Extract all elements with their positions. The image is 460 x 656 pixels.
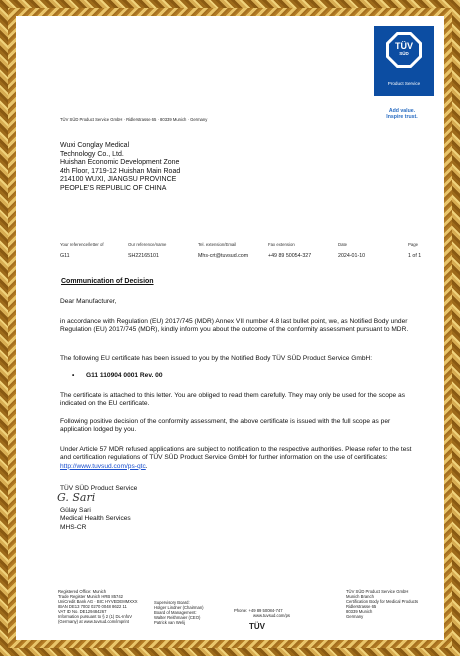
signer-dept: Medical Health Services: [60, 515, 131, 523]
footer-phone: +49 89 50084-747: [248, 608, 283, 613]
footer-line: Holger Lindner (Chairman): [154, 605, 204, 610]
paragraph-5-end: .: [145, 462, 148, 470]
footer-company-info: [58, 589, 168, 624]
footer-brand: TÜV: [249, 622, 265, 631]
footer-line: Supervisory Board:: [154, 600, 190, 605]
signoff-block: [60, 507, 260, 532]
footer-line: Ridlerstrasse 65: [346, 604, 377, 609]
footer-line: VAT ID No. DE129484267: [58, 609, 107, 614]
footer-line: Information pursuant to § 2 (1) DL-InfoV: [58, 614, 133, 619]
recipient-address: [60, 142, 300, 194]
ref-label-date: Date: [338, 242, 348, 247]
recipient-line: Huishan Economic Development Zone: [60, 159, 180, 167]
footer-board: [154, 600, 234, 625]
ref-date: 2024-01-10: [338, 253, 366, 259]
ref-label-tel: Tel. extension/Email: [198, 242, 237, 247]
recipient-line: 214100 WUXI, JIANGSU PROVINCE: [60, 176, 177, 184]
footer-contact: [234, 608, 324, 618]
ref-our: SH22165101: [128, 253, 159, 259]
paragraph-5-text: Under Article 57 MDR refused applications are subject to notification to the respective authorities. Please refer to the test and certification regulations of TÜV SÜD Product Service GmbH for further information on the use of certificates:: [60, 446, 412, 462]
ref-label-our: Our reference/name: [128, 242, 167, 247]
subject-heading: Communication of Decision: [61, 278, 154, 285]
sender-line: TÜV SÜD Product Service GmbH · Ridlerstrasse 65 · 80339 Munich · Germany: [60, 117, 208, 122]
letter-page: [16, 16, 444, 640]
footer-line: Germany: [346, 614, 364, 619]
bullet-icon: •: [72, 372, 75, 379]
tagline: [370, 108, 434, 120]
paragraph-3: The certificate is attached to this letter. You are obliged to read them carefully. They may only be used for the scope as indicated on the EU certificate.: [60, 392, 406, 408]
paragraph-2: The following EU certificate has been issued to you by the Notified Body TÜV SÜD Product Service GmbH:: [60, 355, 373, 362]
footer-line: IBAN DE13 7002 0270 0048 8622 11: [58, 604, 127, 609]
footer-line: Certification Body for Medical Products: [346, 599, 419, 604]
footer-line: UniCredit Bank AG · BIC HYVEDEMMXXX: [58, 599, 138, 604]
logo-label: Product Service: [387, 81, 421, 86]
ref-label-your: Your reference/letter of: [60, 242, 104, 247]
logo-sub: SÜD: [399, 51, 409, 56]
recipient-line: Wuxi Conglay Medical: [60, 142, 130, 149]
footer-line: Board of Management:: [154, 610, 197, 615]
footer-line: (Germany) at www.tuvsud.com/imprint: [58, 619, 129, 624]
footer-line: Registered Office: Munich: [58, 589, 107, 594]
salutation: Dear Manufacturer,: [60, 298, 117, 305]
footer-line: Munich Branch: [346, 594, 374, 599]
signature: G. Sari: [57, 491, 96, 504]
signer-name: Gülay Sari: [60, 507, 91, 514]
tagline-line1: Add value.: [388, 108, 416, 114]
recipient-line: 4th Floor, 1719-12 Huishan Main Road: [60, 167, 181, 175]
ps-qtc-link[interactable]: http://www.tuvsud.com/ps-qtc: [60, 462, 146, 470]
signoff-company: TÜV SÜD Product Service: [60, 485, 138, 492]
paragraph-5: [60, 446, 420, 471]
ref-label-page: Page: [408, 242, 419, 247]
ref-label-fax: Fax extension: [268, 242, 295, 247]
footer-branch: [346, 589, 444, 619]
tagline-line2: Inspire trust.: [386, 114, 418, 120]
logo-brand: TÜV: [395, 41, 413, 51]
footer-phone-label: Phone:: [234, 608, 248, 613]
ref-email: Mhs-crt@tuvsud.com: [198, 253, 249, 259]
ref-your: G11: [60, 253, 70, 259]
footer-web[interactable]: www.tuvsud.com/ps: [253, 613, 291, 618]
recipient-line: PEOPLE'S REPUBLIC OF CHINA: [60, 184, 167, 192]
footer-line: TÜV SÜD Product Service GmbH: [346, 589, 409, 594]
signer-code: MHS-CR: [60, 523, 87, 531]
footer-line: 80339 Munich: [346, 609, 373, 614]
ref-page: 1 of 1: [408, 253, 422, 259]
paragraph-1: in accordance with Regulation (EU) 2017/745 (MDR) Annex VII number 4.8 last bullet point, we, as Notified Body under Regulation (EU) 2017/745 (MDR), kindly inform you about the outcome of the conformity assessment pursuant to MDR.: [60, 318, 409, 334]
recipient-line: Technology Co., Ltd.: [60, 150, 124, 158]
footer-line: Walter Reithmaier (CEO): [154, 615, 201, 620]
tuv-sud-logo: [374, 26, 434, 96]
certificate-number: G11 110904 0001 Rev. 00: [86, 372, 163, 379]
footer-line: Trade Register Munich HRB 85742: [58, 594, 124, 599]
paragraph-4: Following positive decision of the conformity assessment, the above certificate is issued with the full scope as per application lodged by you.: [60, 418, 391, 434]
footer-line: Patrick van Welij: [154, 620, 185, 625]
ref-fax: +49 89 50054-327: [268, 253, 312, 259]
